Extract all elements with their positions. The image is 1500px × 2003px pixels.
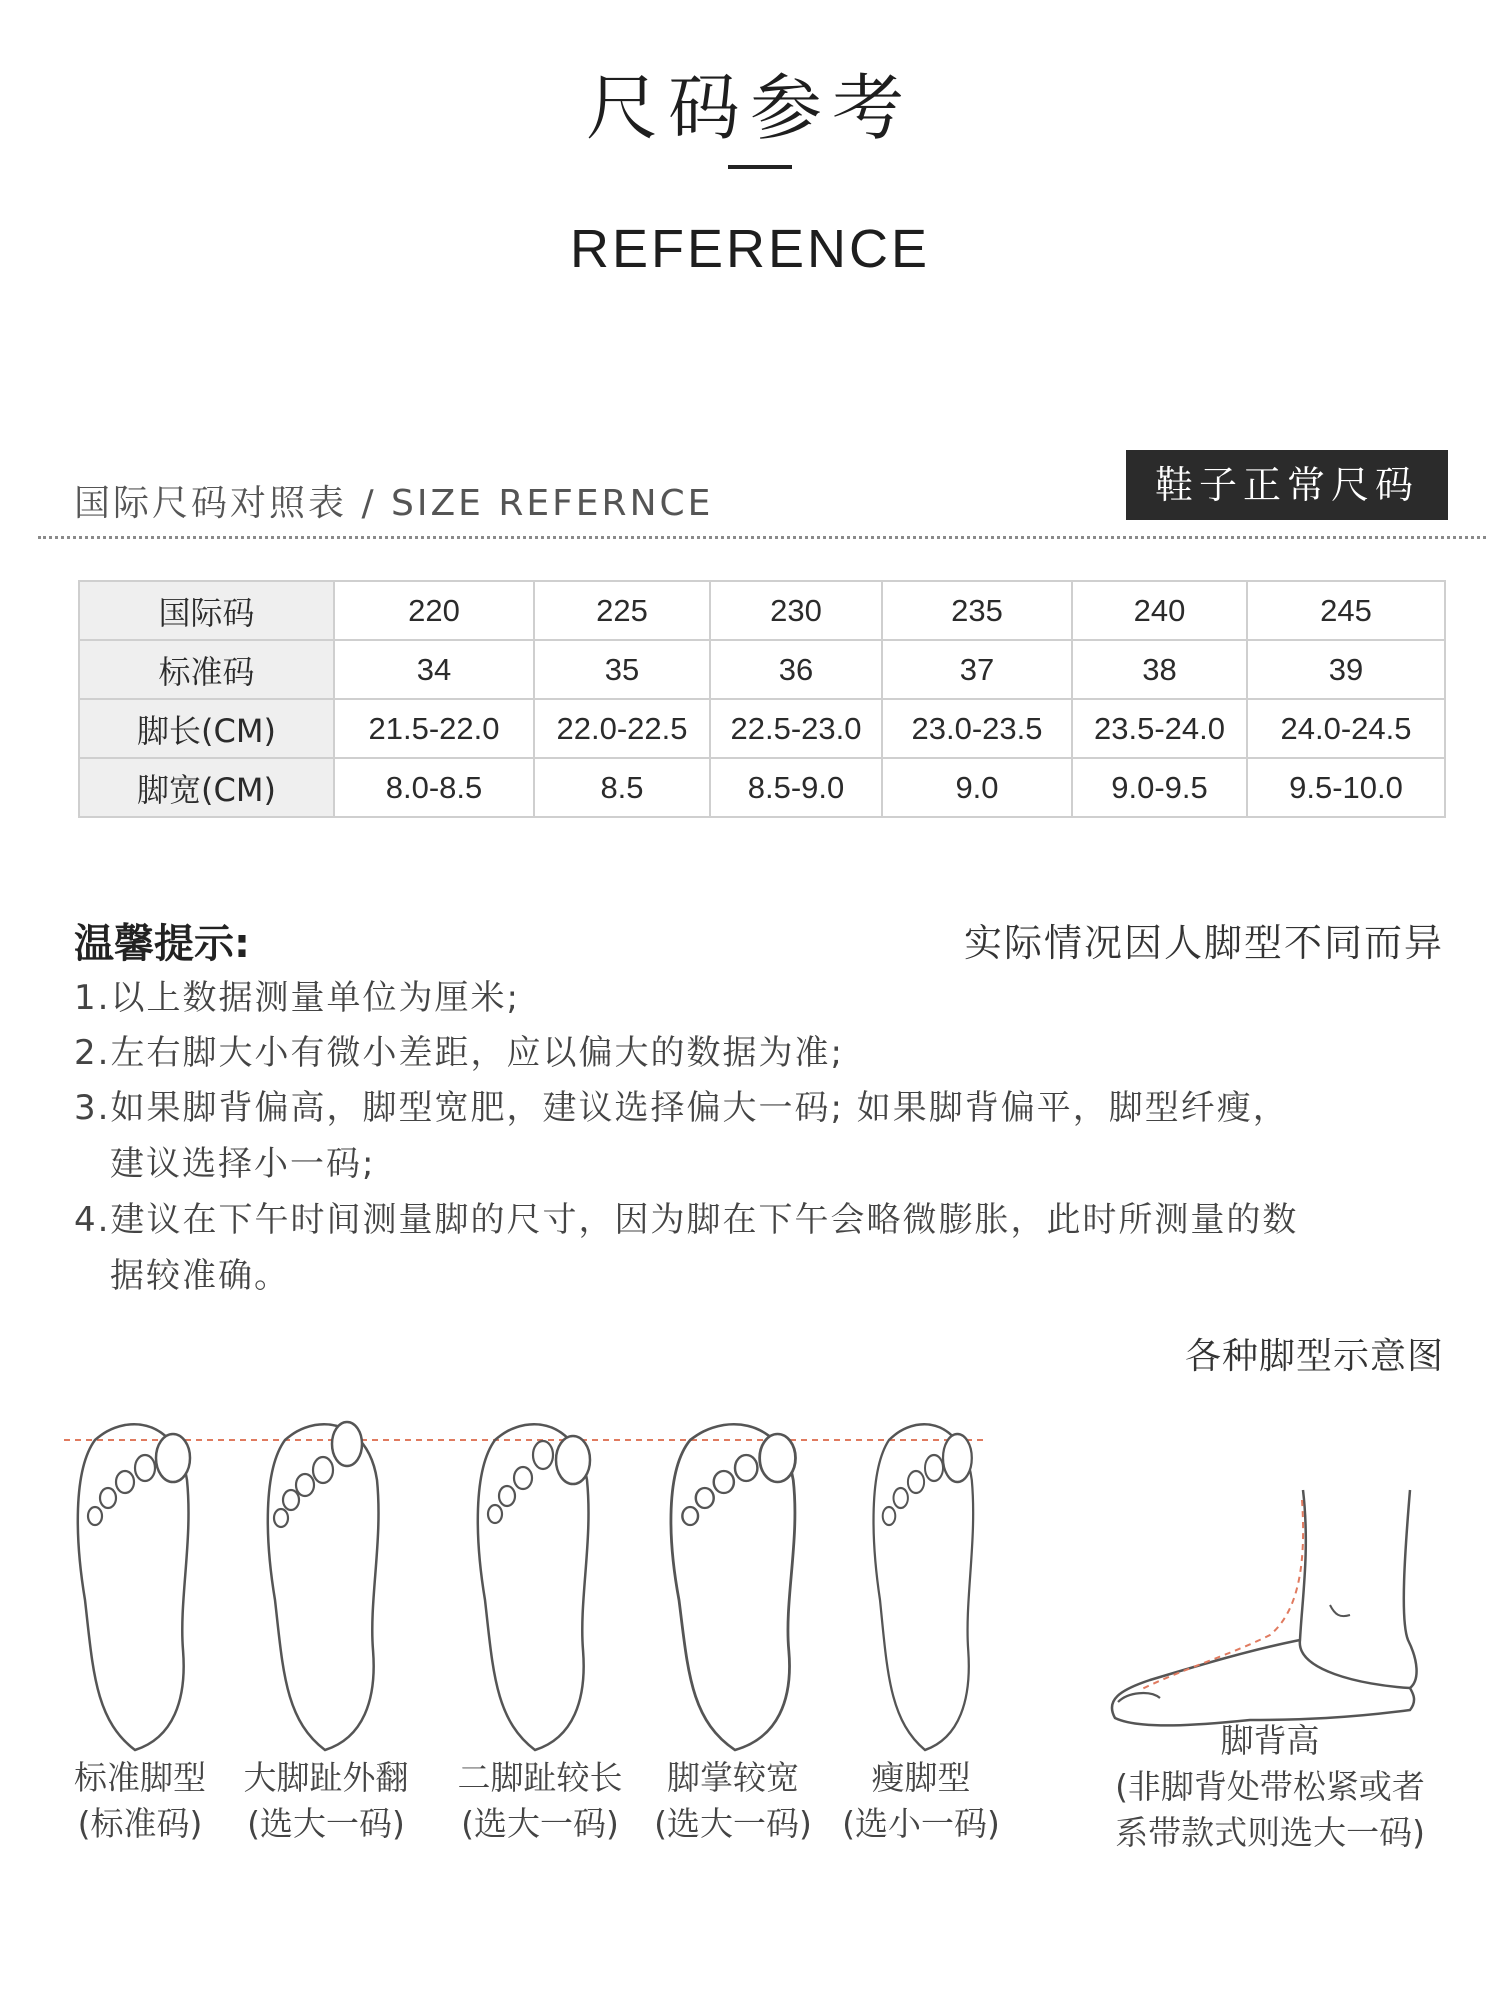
size-badge: 鞋子正常尺码 [1126, 450, 1448, 520]
table-cell: 37 [882, 640, 1072, 699]
foot-side-view-icon [1112, 1490, 1417, 1725]
caption-name: 脚掌较宽 [667, 1758, 799, 1797]
table-cell: 23.5-24.0 [1072, 699, 1247, 758]
dotted-divider [38, 536, 1486, 539]
page-title: 尺码参考 [585, 66, 914, 150]
table-cell: 9.5-10.0 [1247, 758, 1445, 817]
caption-note: (选大一码) [461, 1804, 619, 1843]
tip-item [74, 1192, 1298, 1304]
caption-name: 二脚趾较长 [457, 1758, 623, 1797]
table-cell: 8.0-8.5 [334, 758, 534, 817]
foot-caption [836, 1755, 1006, 1847]
table-cell: 36 [710, 640, 882, 699]
table-row [79, 640, 1445, 699]
table-cell: 8.5-9.0 [710, 758, 882, 817]
table-row [79, 699, 1445, 758]
caption-name: 瘦脚型 [871, 1758, 971, 1797]
foot-wide-icon [671, 1424, 796, 1750]
tip-text-continued: 建议选择小一码; [110, 1144, 376, 1184]
tip-text-continued: 据较准确。 [110, 1256, 290, 1296]
caption-note: (标准码) [77, 1804, 203, 1843]
foot-standard-icon [78, 1424, 190, 1750]
tip-text: 3.如果脚背偏高，脚型宽肥，建议选择偏大一码; 如果脚背偏平，脚型纤瘦， [74, 1088, 1289, 1128]
tip-text: 2.左右脚大小有微小差距，应以偏大的数据为准; [74, 1033, 844, 1073]
table-cell: 220 [334, 581, 534, 640]
caption-name: 大脚趾外翻 [243, 1758, 409, 1797]
page-subtitle: REFERENCE [569, 219, 931, 279]
table-cell: 9.0-9.5 [1072, 758, 1247, 817]
table-cell: 240 [1072, 581, 1247, 640]
table-row [79, 581, 1445, 640]
foot-caption [236, 1755, 416, 1847]
tips-note: 实际情况因人脚型不同而异 [963, 921, 1444, 965]
diagram-title: 各种脚型示意图 [1184, 1336, 1444, 1377]
caption-note: (选大一码) [247, 1804, 405, 1843]
table-cell: 35 [534, 640, 710, 699]
row-label: 脚宽(CM) [79, 758, 334, 817]
table-cell: 38 [1072, 640, 1247, 699]
table-cell: 21.5-22.0 [334, 699, 534, 758]
table-cell: 23.0-23.5 [882, 699, 1072, 758]
foot-caption [648, 1755, 818, 1847]
caption-note: (选大一码) [654, 1804, 812, 1843]
title-divider [728, 165, 792, 169]
tip-item [74, 1080, 1289, 1192]
table-cell: 22.5-23.0 [710, 699, 882, 758]
table-cell: 34 [334, 640, 534, 699]
caption-name: 脚背高 [1220, 1721, 1320, 1760]
foot-caption [60, 1755, 220, 1847]
tip-text: 4.建议在下午时间测量脚的尺寸，因为脚在下午会略微膨胀，此时所测量的数 [74, 1200, 1299, 1240]
side-caption [1090, 1718, 1450, 1856]
table-cell: 22.0-22.5 [534, 699, 710, 758]
size-table [78, 580, 1446, 818]
table-cell: 9.0 [882, 758, 1072, 817]
table-cell: 235 [882, 581, 1072, 640]
foot-bunion-icon [268, 1422, 379, 1750]
table-row [79, 758, 1445, 817]
table-cell: 24.0-24.5 [1247, 699, 1445, 758]
row-label: 标准码 [79, 640, 334, 699]
section-label: 国际尺码对照表 / SIZE REFERNCE [74, 483, 714, 524]
caption-note: 系带款式则选大一码) [1115, 1813, 1425, 1852]
tips-title: 温馨提示: [74, 921, 250, 967]
row-label: 脚长(CM) [79, 699, 334, 758]
table-cell: 225 [534, 581, 710, 640]
foot-caption [450, 1755, 630, 1847]
tip-text: 1.以上数据测量单位为厘米; [74, 978, 520, 1018]
caption-note: (非脚背处带松紧或者 [1115, 1767, 1425, 1806]
table-cell: 245 [1247, 581, 1445, 640]
foot-long-second-toe-icon [478, 1424, 590, 1750]
table-cell: 39 [1247, 640, 1445, 699]
tip-item [74, 1025, 844, 1081]
foot-slim-icon [874, 1424, 974, 1750]
tip-item [74, 970, 520, 1026]
caption-name: 标准脚型 [74, 1758, 206, 1797]
table-cell: 230 [710, 581, 882, 640]
table-cell: 8.5 [534, 758, 710, 817]
caption-note: (选小一码) [842, 1804, 1000, 1843]
row-label: 国际码 [79, 581, 334, 640]
